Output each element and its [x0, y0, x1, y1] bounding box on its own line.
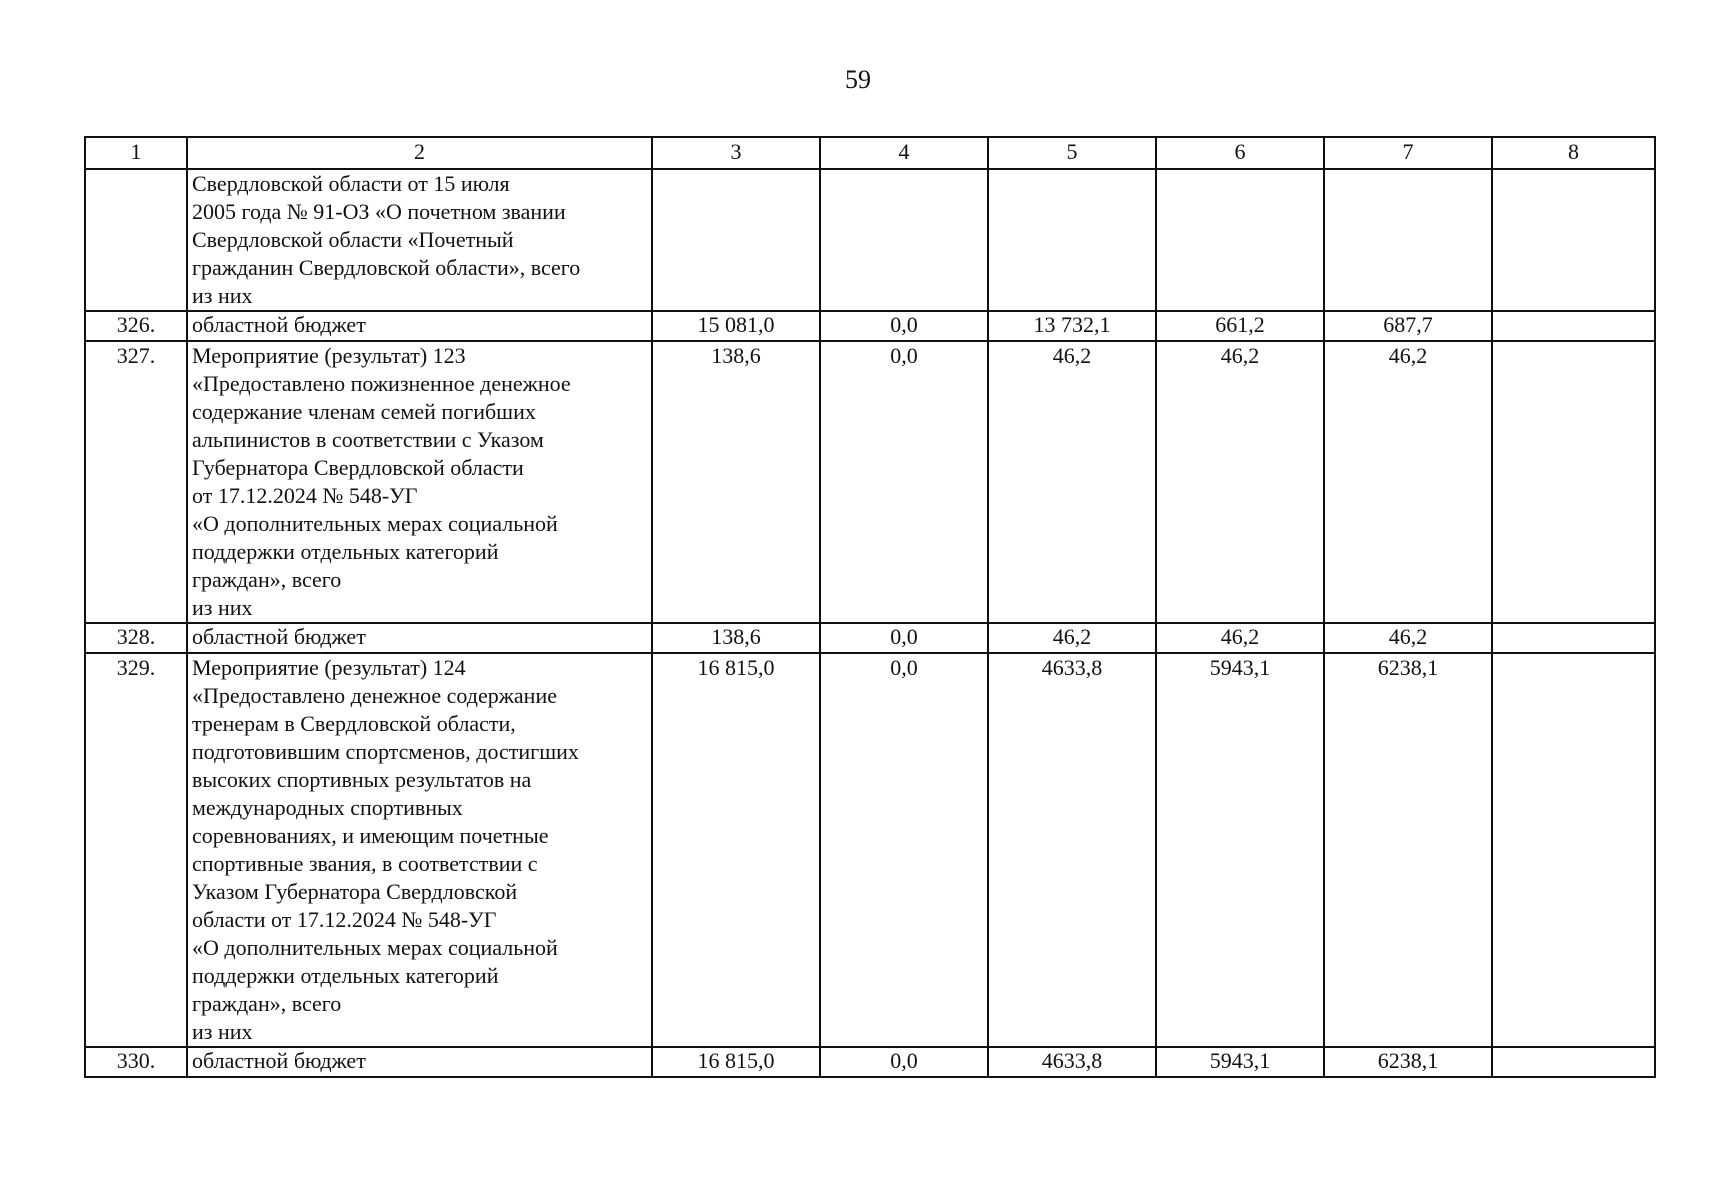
row-description: Мероприятие (результат) 123 «Предоставлено пожизненное денежное содержание членам семей погибших альпинистов в соответствии с Указом Губернатора Свердловской области от 17.12.2024 № 548-УГ «О дополнительных мерах социальной поддержки отдельных категорий граждан», всего из них: [187, 341, 652, 623]
table-row: [85, 169, 1655, 311]
row-description: областной бюджет: [187, 1047, 652, 1077]
cell-col6: 5943,1: [1156, 1047, 1324, 1077]
cell-col5: [988, 169, 1156, 311]
page-number: 59: [845, 65, 871, 94]
header-cell-2: 2: [187, 137, 652, 169]
table-body: [85, 169, 1655, 1077]
cell-col6: 46,2: [1156, 623, 1324, 653]
header-cell-3: 3: [652, 137, 820, 169]
cell-col8: [1492, 341, 1655, 623]
cell-col6: 46,2: [1156, 341, 1324, 623]
header-cell-8: 8: [1492, 137, 1655, 169]
cell-col4: 0,0: [820, 1047, 988, 1077]
cell-col3: 16 815,0: [652, 1047, 820, 1077]
row-number: 326.: [85, 311, 187, 341]
cell-col6: [1156, 169, 1324, 311]
cell-col7: 6238,1: [1324, 1047, 1492, 1077]
row-description: Мероприятие (результат) 124 «Предоставлено денежное содержание тренерам в Свердловской области, подготовившим спортсменов, достигших высоких спортивных результатов на международных спортивных соревнованиях, и имеющим почетные спортивные звания, в соответствии с Указом Губернатора Свердловской области от 17.12.2024 № 548-УГ «О дополнительных мерах социальной поддержки отдельных категорий граждан», всего из них: [187, 653, 652, 1047]
row-number: 328.: [85, 623, 187, 653]
budget-table: [84, 136, 1656, 1078]
cell-col7: 687,7: [1324, 311, 1492, 341]
table-row: [85, 341, 1655, 623]
table-row: [85, 311, 1655, 341]
header-cell-5: 5: [988, 137, 1156, 169]
header-cell-6: 6: [1156, 137, 1324, 169]
table-row: [85, 1047, 1655, 1077]
table-row: [85, 653, 1655, 1047]
cell-col8: [1492, 653, 1655, 1047]
row-number: 330.: [85, 1047, 187, 1077]
cell-col6: 5943,1: [1156, 653, 1324, 1047]
cell-col4: 0,0: [820, 341, 988, 623]
cell-col7: 46,2: [1324, 623, 1492, 653]
header-cell-7: 7: [1324, 137, 1492, 169]
row-description: областной бюджет: [187, 311, 652, 341]
row-number: 327.: [85, 341, 187, 623]
cell-col7: [1324, 169, 1492, 311]
table-row: [85, 623, 1655, 653]
table-header: [85, 137, 1655, 169]
cell-col7: 6238,1: [1324, 653, 1492, 1047]
row-description: областной бюджет: [187, 623, 652, 653]
cell-col4: 0,0: [820, 623, 988, 653]
cell-col8: [1492, 169, 1655, 311]
cell-col7: 46,2: [1324, 341, 1492, 623]
cell-col5: 4633,8: [988, 1047, 1156, 1077]
cell-col3: 138,6: [652, 341, 820, 623]
cell-col5: 4633,8: [988, 653, 1156, 1047]
cell-col5: 13 732,1: [988, 311, 1156, 341]
header-cell-4: 4: [820, 137, 988, 169]
row-number: 329.: [85, 653, 187, 1047]
cell-col8: [1492, 623, 1655, 653]
cell-col4: [820, 169, 988, 311]
cell-col3: [652, 169, 820, 311]
cell-col8: [1492, 311, 1655, 341]
cell-col3: 15 081,0: [652, 311, 820, 341]
row-description: Свердловской области от 15 июля 2005 года № 91-ОЗ «О почетном звании Свердловской области «Почетный гражданин Свердловской области», всего из них: [187, 169, 652, 311]
cell-col3: 138,6: [652, 623, 820, 653]
cell-col4: 0,0: [820, 653, 988, 1047]
cell-col5: 46,2: [988, 341, 1156, 623]
cell-col5: 46,2: [988, 623, 1156, 653]
cell-col3: 16 815,0: [652, 653, 820, 1047]
cell-col4: 0,0: [820, 311, 988, 341]
header-row: [85, 137, 1655, 169]
header-cell-1: 1: [85, 137, 187, 169]
cell-col6: 661,2: [1156, 311, 1324, 341]
cell-col8: [1492, 1047, 1655, 1077]
row-number: [85, 169, 187, 311]
